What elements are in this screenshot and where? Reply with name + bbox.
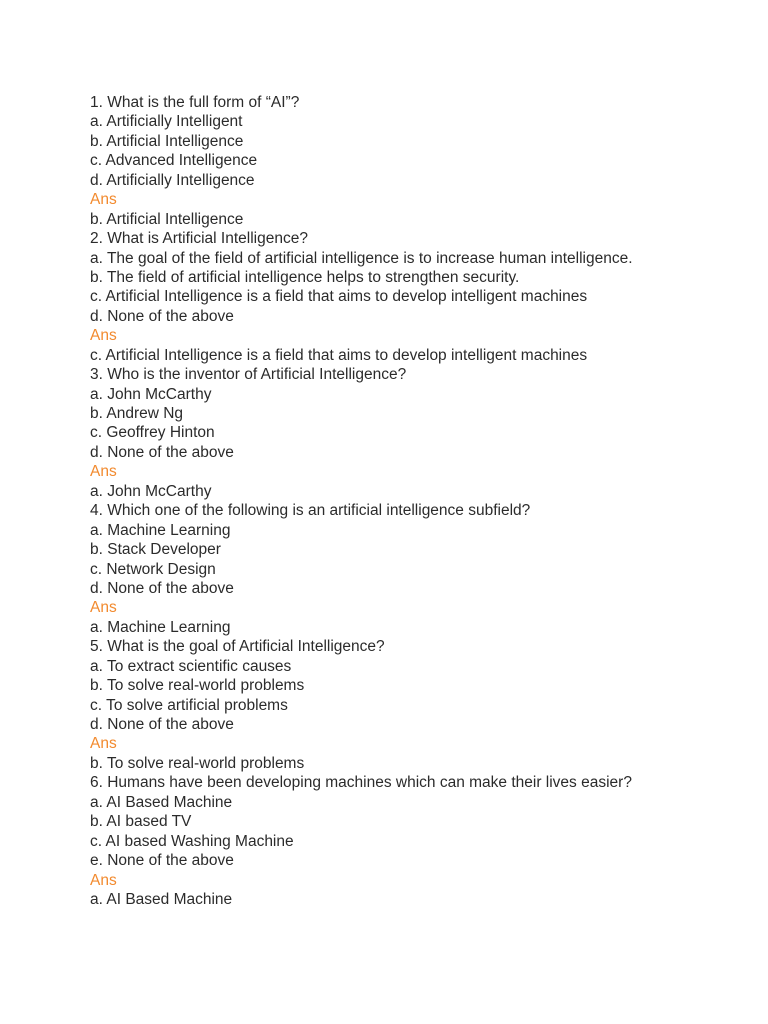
question-block — [90, 773, 750, 909]
question-block — [90, 365, 750, 501]
option-d: d. None of the above — [90, 716, 234, 733]
question-block — [90, 501, 750, 637]
option-e: e. None of the above — [90, 852, 234, 870]
question-text: 1. What is the full form of “AI”? — [90, 94, 300, 111]
option-a: a. Artificially Intelligent — [90, 113, 243, 131]
option-b: b. Artificial Intelligence — [90, 132, 244, 150]
option-b: b. Stack Developer — [90, 541, 221, 559]
option-c: c. Advanced Intelligence — [90, 152, 258, 170]
question-block — [90, 93, 750, 229]
option-c: c. To solve artificial problems — [90, 696, 288, 714]
option-a: a. John McCarthy — [90, 385, 212, 403]
answer-text: b. Artificial Intelligence — [90, 210, 244, 228]
question-text: 2. What is Artificial Intelligence? — [90, 230, 308, 248]
answer-text: a. AI Based Machine — [90, 890, 233, 908]
option-c: c. Artificial Intelligence is a field that aims to develop intelligent machines — [90, 288, 588, 306]
option-c: c. AI based Washing Machine — [90, 832, 294, 850]
option-d: d. None of the above — [90, 307, 234, 325]
question-block — [90, 229, 750, 365]
ans-label: Ans — [90, 599, 117, 617]
option-d: d. None of the above — [90, 443, 234, 461]
question-text: 5. What is the goal of Artificial Intelligence? — [90, 638, 385, 656]
quiz-document — [90, 93, 750, 909]
question-text: 3. Who is the inventor of Artificial Intelligence? — [90, 366, 407, 384]
ans-label: Ans — [90, 871, 117, 889]
option-d: d. None of the above — [90, 579, 234, 597]
option-d: d. Artificially Intelligence — [90, 171, 255, 189]
option-c: c. Network Design — [90, 560, 216, 578]
ans-label: Ans — [90, 735, 117, 753]
answer-text: c. Artificial Intelligence is a field that aims to develop intelligent machines — [90, 346, 588, 364]
ans-label: Ans — [90, 327, 117, 345]
ans-label: Ans — [90, 191, 117, 209]
option-b: b. The field of artificial intelligence helps to strengthen security. — [90, 268, 520, 286]
answer-text: b. To solve real-world problems — [90, 754, 305, 772]
answer-text: a. Machine Learning — [90, 618, 231, 636]
option-b: b. Andrew Ng — [90, 405, 184, 422]
option-a: a. To extract scientific causes — [90, 657, 292, 675]
question-text: 6. Humans have been developing machines which can make their lives easier? — [90, 774, 632, 792]
option-b: b. To solve real-world problems — [90, 677, 305, 695]
option-c: c. Geoffrey Hinton — [90, 424, 215, 442]
option-b: b. AI based TV — [90, 813, 192, 831]
option-a: a. Machine Learning — [90, 521, 231, 539]
question-block — [90, 637, 750, 773]
question-text: 4. Which one of the following is an artificial intelligence subfield? — [90, 502, 531, 520]
option-a: a. The goal of the field of artificial intelligence is to increase human intelligence. — [90, 249, 633, 267]
option-a: a. AI Based Machine — [90, 793, 233, 811]
ans-label: Ans — [90, 463, 117, 481]
answer-text: a. John McCarthy — [90, 482, 212, 500]
